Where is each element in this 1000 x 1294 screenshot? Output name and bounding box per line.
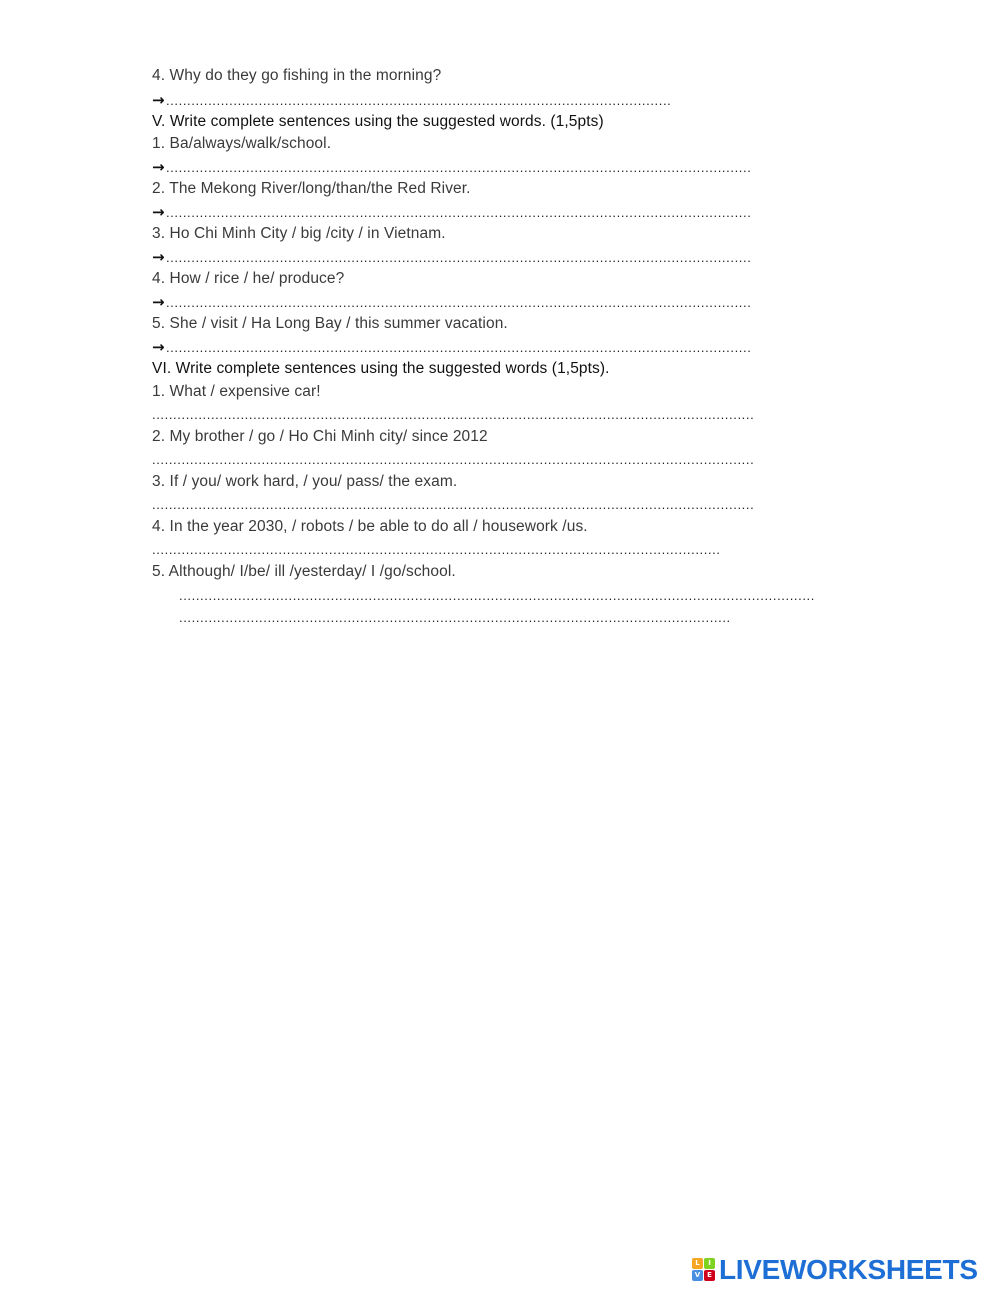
arrow-icon: → [152,158,165,176]
question-prompt: 2. The Mekong River/long/than/the Red River. [152,180,471,197]
answer-line[interactable] [179,610,731,626]
question-prompt: 1. Ba/always/walk/school. [152,135,332,152]
answer-blank[interactable]: ........................................................................................................................................... [165,295,752,310]
answer-blank[interactable]: ........................................................................................................................ [165,93,672,108]
arrow-icon: → [152,338,165,356]
arrow-icon: → [152,203,165,221]
answer-blank[interactable]: ........................................................................................................................................... [165,250,752,265]
answer-line[interactable] [152,407,754,423]
answer-blank[interactable]: ............................................................................................................................................... [152,452,755,467]
arrow-icon: → [152,248,165,266]
answer-line[interactable] [179,588,815,604]
answer-blank[interactable]: ................................................................................................................................... [179,610,731,625]
logo-text: LIVEWORKSHEETS [719,1254,978,1285]
answer-blank[interactable]: ....................................................................................................................................................... [179,588,815,603]
answer-line[interactable] [152,294,751,311]
question-prompt: 5. She / visit / Ha Long Bay / this summer vacation. [152,315,508,332]
answer-blank[interactable]: ........................................................................................................................................... [165,160,752,175]
question-prompt: 1. What / expensive car! [152,383,321,400]
question-prompt: 4. How / rice / he/ produce? [152,270,345,287]
question-prompt: 3. Ho Chi Minh City / big /city / in Vietnam. [152,225,446,242]
answer-blank[interactable]: ....................................................................................................................................... [152,542,721,557]
section-heading: V. Write complete sentences using the suggested words. (1,5pts) [152,113,604,130]
answer-blank[interactable]: ........................................................................................................................................... [165,205,752,220]
answer-line[interactable] [152,497,754,513]
answer-line[interactable] [152,204,751,221]
answer-line[interactable] [152,542,721,558]
question-prompt: 2. My brother / go / Ho Chi Minh city/ since 2012 [152,428,488,445]
answer-line[interactable] [152,249,751,266]
liveworksheets-logo[interactable] [692,1256,978,1284]
section-heading: VI. Write complete sentences using the suggested words (1,5pts). [152,360,610,377]
logo-mark-tile: E [704,1270,715,1281]
question-prompt: 3. If / you/ work hard, / you/ pass/ the exam. [152,473,458,490]
question-prompt: 4. Why do they go fishing in the morning? [152,67,442,84]
question-prompt: 5. Although/ I/be/ ill /yesterday/ I /go/school. [152,563,456,580]
answer-blank[interactable]: ........................................................................................................................................... [165,340,752,355]
answer-line[interactable] [152,339,751,356]
answer-line[interactable] [152,452,754,468]
answer-blank[interactable]: ............................................................................................................................................... [152,497,755,512]
logo-mark-tile: I [704,1258,715,1269]
arrow-icon: → [152,293,165,311]
arrow-icon: → [152,91,165,109]
answer-line[interactable] [152,159,751,176]
liveworksheets-logo-icon [692,1258,716,1282]
logo-mark-tile: V [692,1270,703,1281]
logo-mark-tile: L [692,1258,703,1269]
answer-blank[interactable]: ............................................................................................................................................... [152,407,755,422]
question-prompt: 4. In the year 2030, / robots / be able to do all / housework /us. [152,518,588,535]
answer-line[interactable] [152,92,671,109]
